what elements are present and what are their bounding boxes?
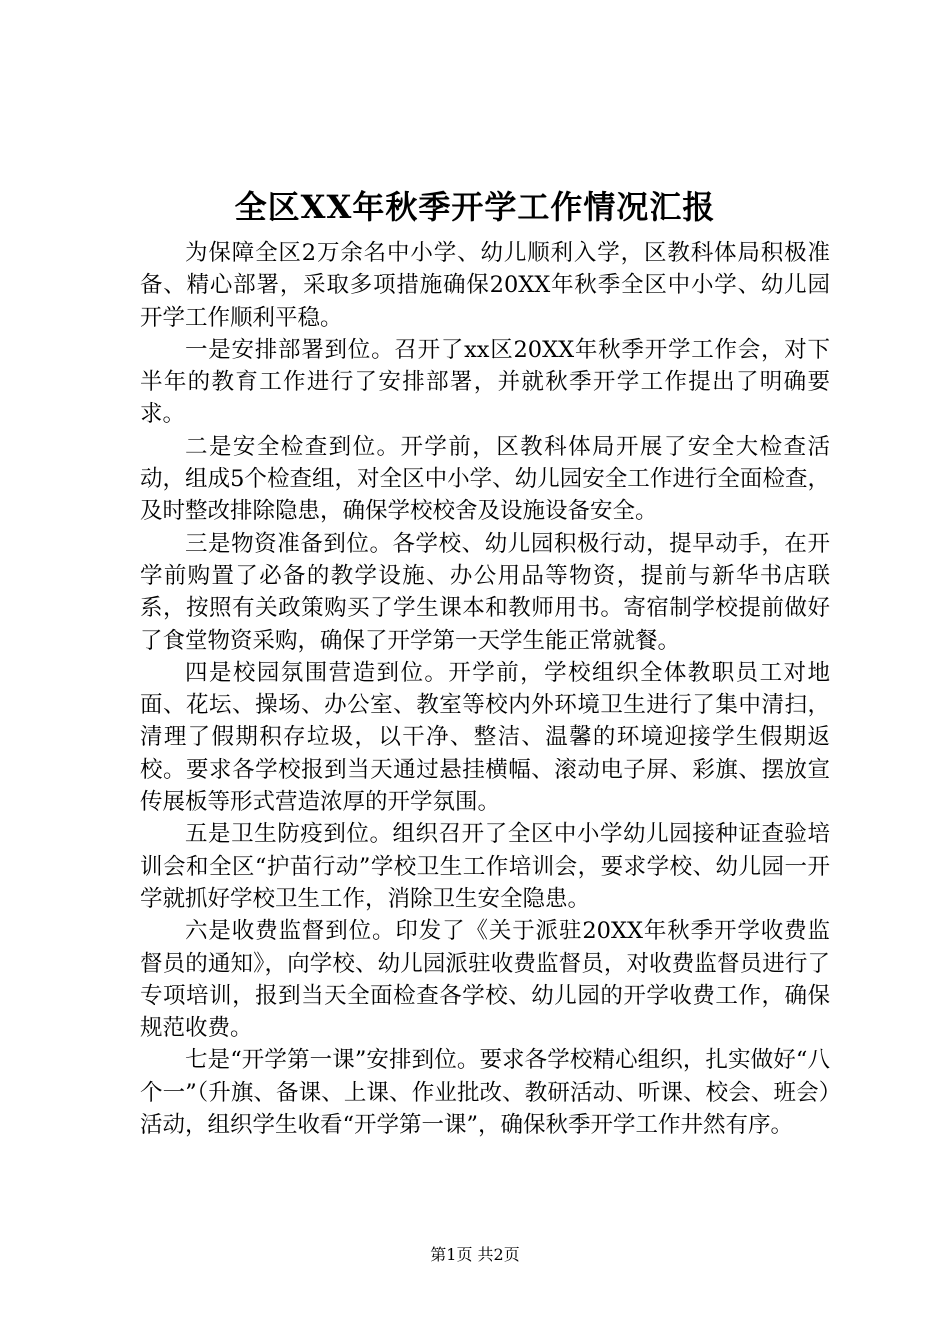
- paragraph-item-4: 四是校园氛围营造到位。开学前，学校组织全体教职员工对地面、花坛、操场、办公室、教室等校内外环境卫生进行了集中清扫，清理了假期积存垃圾，以干净、整洁、温馨的环境迎接学生假期返校。要求各学校报到当天通过悬挂横幅、滚动电子屏、彩旗、摆放宣传展板等形式营造浓厚的开学氛围。: [140, 659, 830, 816]
- paragraph-item-3: 三是物资准备到位。各学校、幼儿园积极行动，提早动手，在开学前购置了必备的教学设施、办公用品等物资，提前与新华书店联系，按照有关政策购买了学生课本和教师用书。寄宿制学校提前做好了食堂物资采购，确保了开学第一天学生能正常就餐。: [140, 530, 830, 654]
- paragraph-item-7: 七是“开学第一课”安排到位。要求各学校精心组织，扎实做好“八个一”（升旗、备课、上课、作业批改、教研活动、听课、校会、班会）活动，组织学生收看“开学第一课”，确保秋季开学工作井然有序。: [140, 1047, 830, 1139]
- paragraph-intro: 为保障全区2万余名中小学、幼儿顺利入学，区教科体局积极准备、精心部署，采取多项措施确保20XX年秋季全区中小学、幼儿园开学工作顺利平稳。: [140, 240, 830, 331]
- document-title: 全区XX年秋季开学工作情况汇报: [234, 188, 716, 226]
- paragraph-item-2: 二是安全检查到位。开学前，区教科体局开展了安全大检查活动，组成5个检查组，对全区中小学、幼儿园安全工作进行全面检查，及时整改排除隐患，确保学校校舍及设施设备安全。: [140, 433, 830, 525]
- paragraph-item-1: 一是安排部署到位。召开了xx区20XX年秋季开学工作会，对下半年的教育工作进行了安排部署，并就秋季开学工作提出了明确要求。: [140, 336, 830, 428]
- page-number-footer: 第1页 共2页: [430, 1245, 520, 1264]
- document-body: [140, 237, 830, 1141]
- paragraph-item-5: 五是卫生防疫到位。组织召开了全区中小学幼儿园接种证查验培训会和全区“护苗行动”学校卫生工作培训会，要求学校、幼儿园一开学就抓好学校卫生工作，消除卫生安全隐患。: [140, 821, 830, 912]
- paragraph-item-6: 六是收费监督到位。印发了《关于派驻20XX年秋季开学收费监督员的通知》，向学校、幼儿园派驻收费监督员，对收费监督员进行了专项培训，报到当天全面检查各学校、幼儿园的开学收费工作，确保规范收费。: [140, 918, 830, 1042]
